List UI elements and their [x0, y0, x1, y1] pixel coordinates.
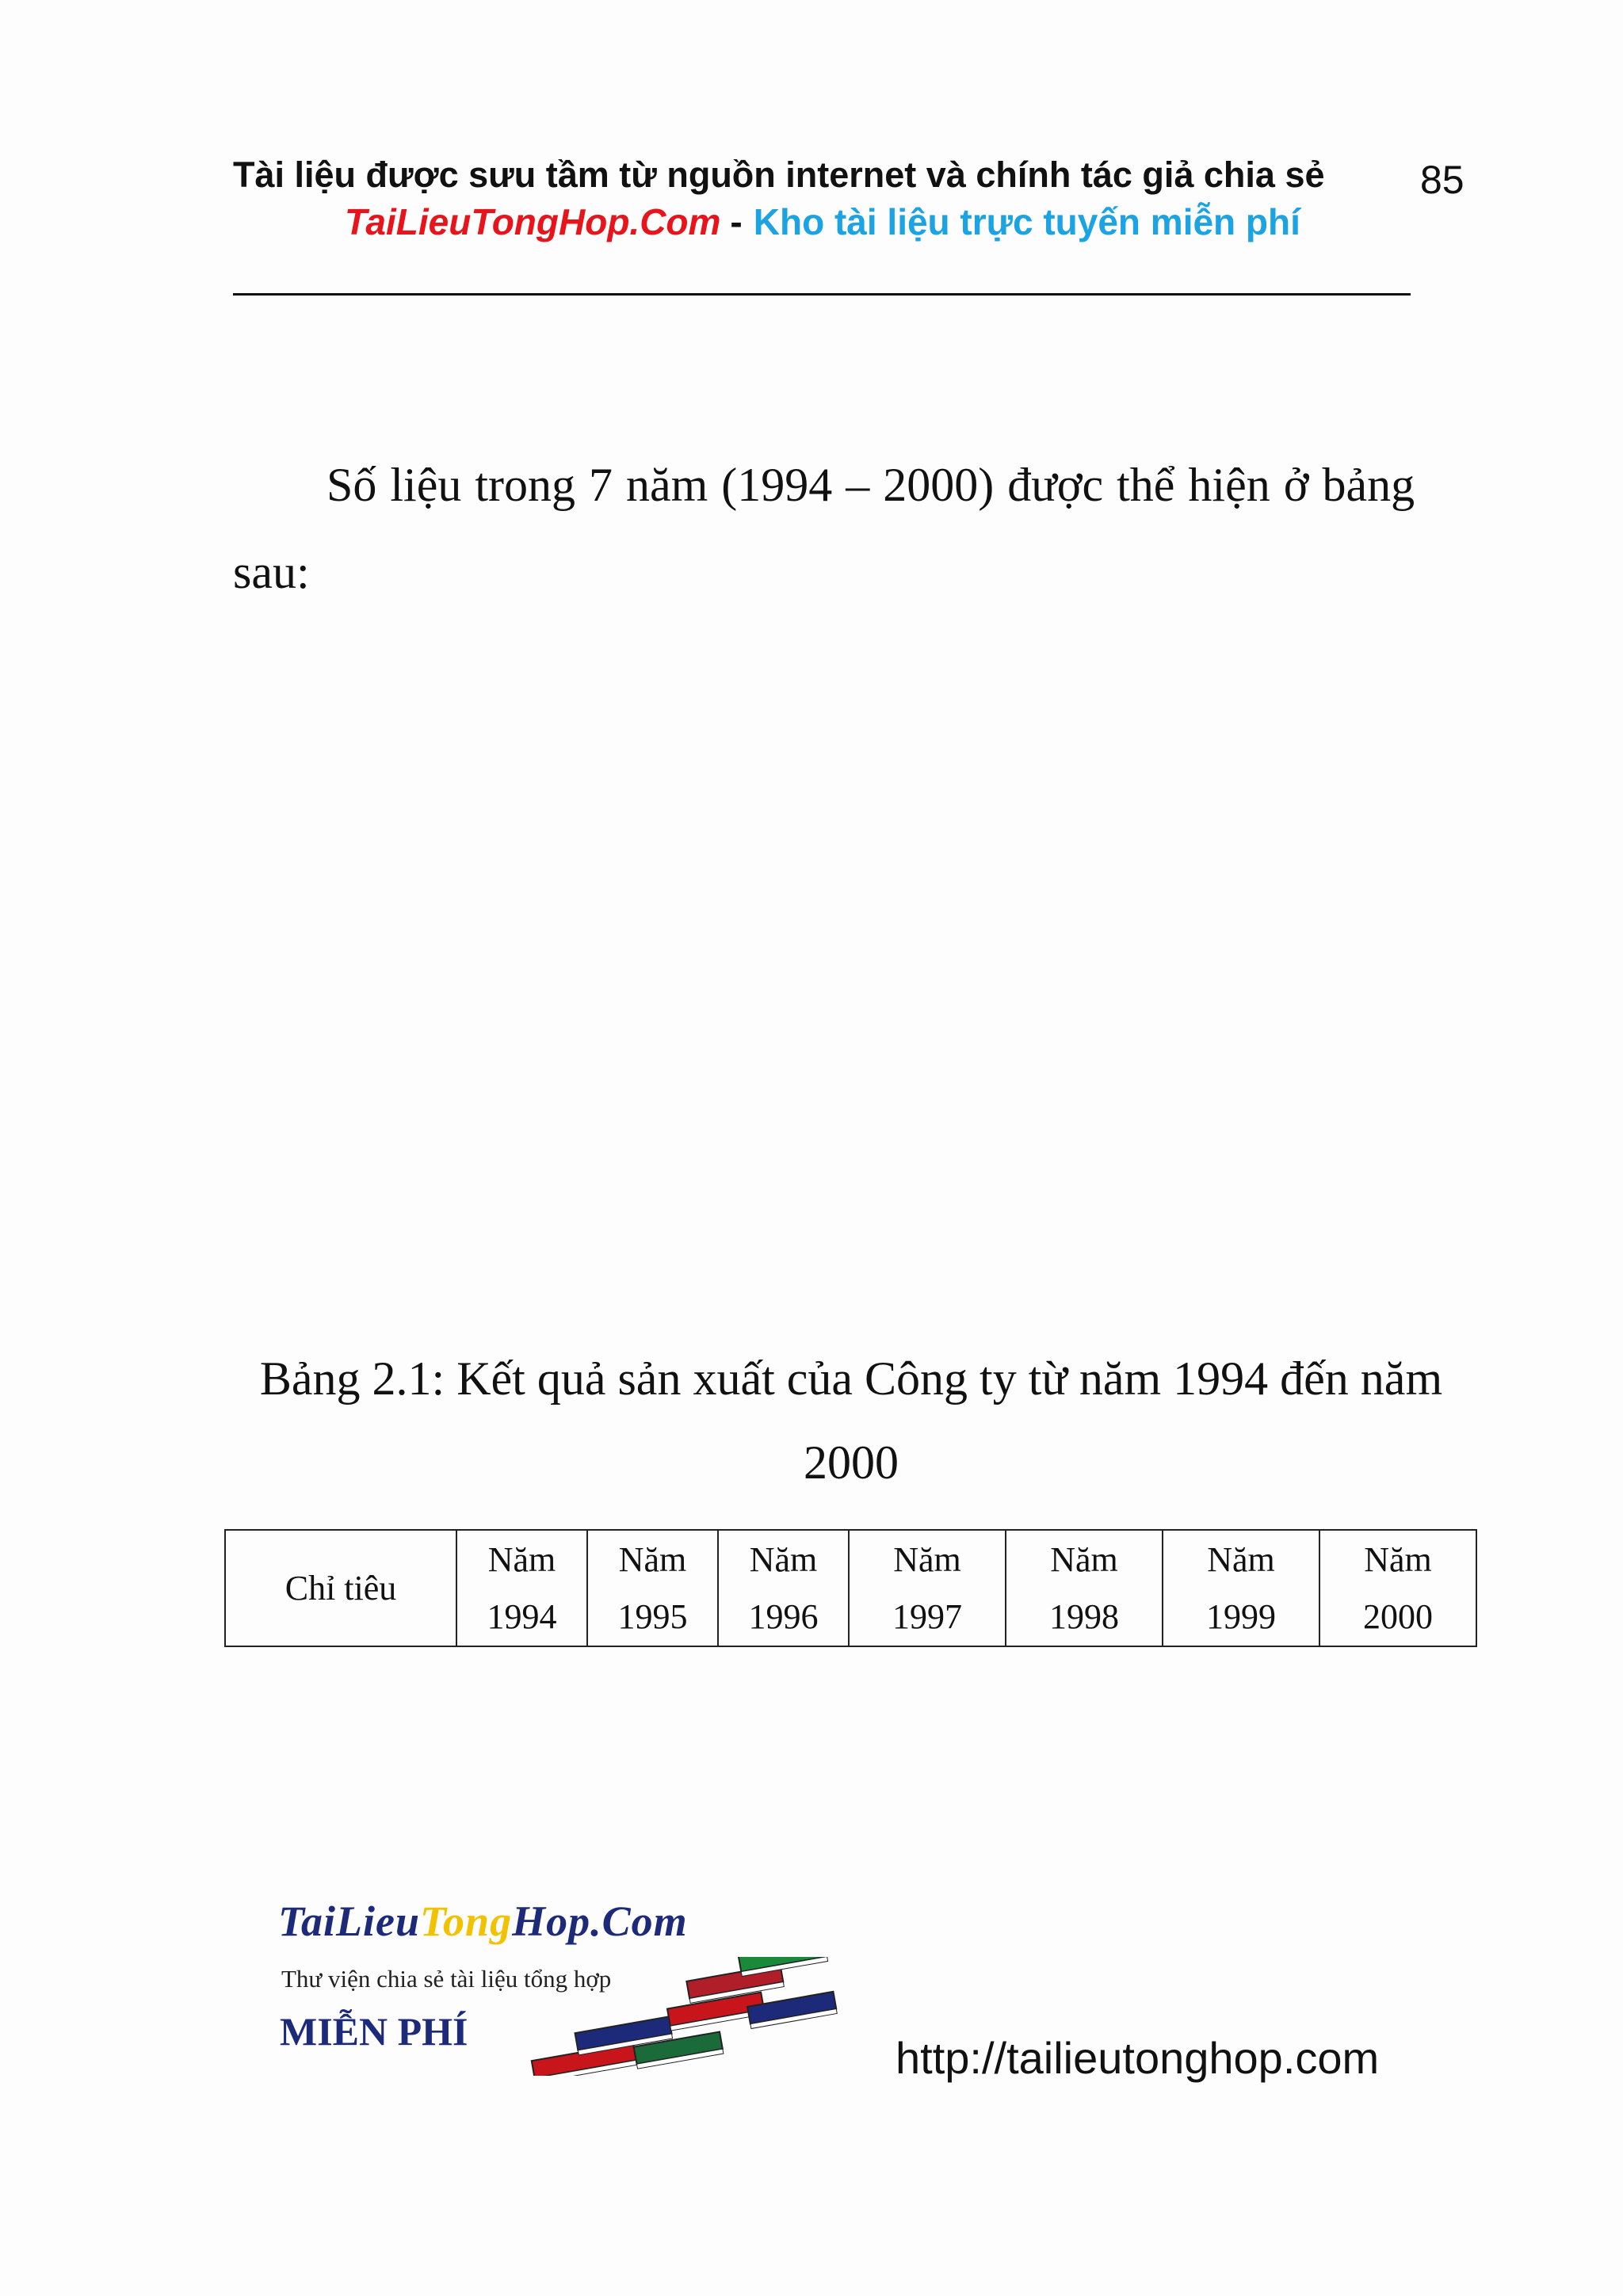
- body-paragraph-line2: sau:: [233, 546, 310, 598]
- header-cell-year: Năm 1996: [718, 1530, 849, 1646]
- table-caption-line2: 2000: [804, 1436, 899, 1489]
- body-paragraph-line1: Số liệu trong 7 năm (1994 – 2000) được thể hiện ở bảng: [327, 459, 1415, 511]
- logo-title-segment: .Com: [590, 1897, 688, 1945]
- header-cell-year: Năm 1994: [456, 1530, 587, 1646]
- logo-free-text: MIỄN PHÍ: [280, 2009, 468, 2054]
- header-cell-year: Năm 1999: [1163, 1530, 1319, 1646]
- header-cell-year: Năm 2000: [1319, 1530, 1476, 1646]
- logo-title-segment: TaiLieu: [278, 1897, 421, 1945]
- production-table: [224, 1529, 1477, 1647]
- header-tagline: Kho tài liệu trực tuyến miễn phí: [753, 201, 1300, 242]
- header-site-link[interactable]: TaiLieuTongHop.Com: [345, 201, 721, 242]
- logo-subtitle: Thư viện chia sẻ tài liệu tổng hợp: [281, 1965, 612, 1993]
- header-cell-year: Năm 1995: [587, 1530, 718, 1646]
- site-logo: [273, 1894, 892, 2084]
- page-number: 85: [1420, 158, 1465, 202]
- header-source-note: Tài liệu được sưu tầm từ nguồn internet và chính tác giả chia sẻ: [233, 154, 1325, 195]
- header-site-line: [345, 200, 1300, 243]
- logo-title-segment: Hop: [512, 1897, 591, 1945]
- books-stack-icon: [511, 1957, 884, 2076]
- header-cell-year: Năm 1997: [849, 1530, 1006, 1646]
- header-separator: -: [730, 201, 743, 242]
- header-cell-year: Năm 1998: [1006, 1530, 1163, 1646]
- table-header-row: [225, 1530, 1476, 1646]
- header-cell-indicator: Chỉ tiêu: [225, 1530, 456, 1646]
- logo-title: [278, 1897, 688, 1946]
- footer-url-link[interactable]: http://tailieutonghop.com: [896, 2033, 1380, 2083]
- logo-title-segment: Tong: [420, 1897, 513, 1945]
- table-caption-line1: Bảng 2.1: Kết quả sản xuất của Công ty từ năm 1994 đến năm: [259, 1352, 1443, 1405]
- header-divider: [233, 293, 1411, 296]
